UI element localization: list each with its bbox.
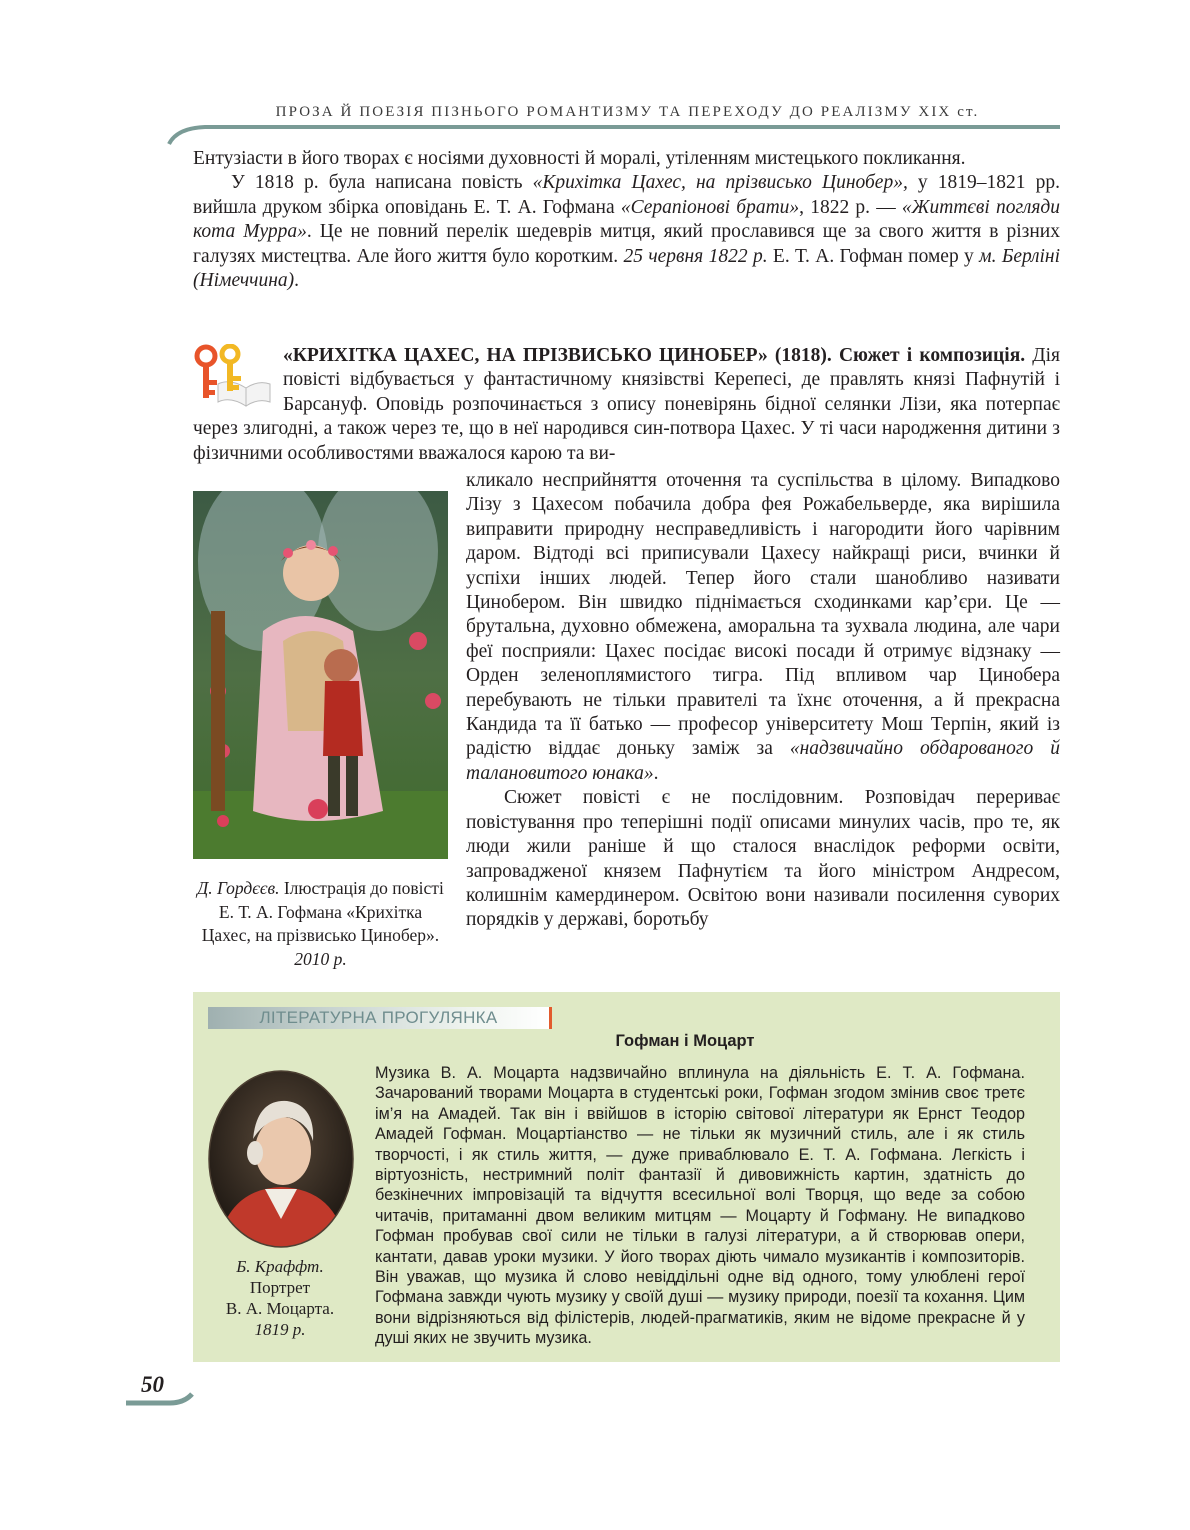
intro-paragraph-1: Ентузіасти в його творах є носіями духовності й моралі, утіленням мистецького покликання. <box>193 148 966 169</box>
intro-paragraph-2: У 1818 р. була написана повість «Крихітка Цахес, на прізвисько Цинобер», у 1819–1821 рр. вийшла друком збірка оповідань Е. Т. А. Гофмана «Серапіонові брати», 1822 р. — «Життєві погляди кота Мурра». Це не повний перелік шедеврів митця, який прославився ще за свого життя в різних галузях мистецтва. Але його життя було коротким. 25 червня 1822 р. Е. Т. А. Гофман помер у м. Берліні (Німеччина). <box>193 172 1061 292</box>
mozart-portrait <box>207 1069 355 1249</box>
label-accent-bar <box>549 1007 552 1029</box>
box-text <box>375 1063 1025 1349</box>
intro-text <box>193 147 1060 293</box>
running-head: ПРОЗА Й ПОЕЗІЯ ПІЗНЬОГО РОМАНТИЗМУ ТА ПЕРЕХОДУ ДО РЕАЛІЗМУ XIX ст. <box>275 104 980 120</box>
illustration-fairy-zaches <box>193 491 448 859</box>
literary-walk-label: ЛІТЕРАТУРНА ПРОГУЛЯНКА <box>208 1007 549 1029</box>
box-paragraph: Музика В. А. Моцарта надзвичайно вплинула на діяльність Е. Т. А. Гофмана. Зачарований творами Моцарта в студентські роки, Гофман згодом змінив своє третє ім’я на Амадей. Так він і ввійшов в історію світової літератури як Ернст Теодор Амадей Гофман. Моцартіанство — не тільки як музичний стиль, але і як стиль творчості, і як стиль життя, — дуже приваблювало Е. Т. А. Гофмана. Легкість і віртуозність, нестримний політ фантазії й дивовижність картин, здатність до безкінечних імпровізацій та відчуття всесильної волі Творця, що веде за собою читачів, притаманні двом великим митцям — Моцарту й Гофману. Не випадково Гофман пробував свої сили не тільки в галузі літератури, а й створював опери, кантати, давав уроки музики. У його творах діють чимало музикантів і композиторів. Він уважав, що музика й слово невіддільні одне від одного, тому улюблені герої Гофмана завжди чують музику у своїй душі — музику природи, поезії та кохання. Цим вони відрізняються від філістерів, людей-прагматиків, яким не відоме прекрасне й у душі яких не звучить музика. <box>375 1064 1025 1348</box>
portrait-caption: Б. Краффт. Портрет В. А. Моцарта. 1819 р. <box>225 1257 335 1339</box>
section-column-text <box>466 469 1060 933</box>
section-subheading: Сюжет і композиція. <box>838 345 1026 366</box>
column-paragraph-2: Сюжет повісті є не послідовним. Розповідач перериває повістування про теперішні події описами минулих часів, про те, як люди жили раніше й що сталося внаслідок реформи освіти, запровадженої князем Пафнутієм та його міністром Андресом, колишнім камердинером. Освітою вони називали посилення суворих порядків у державі, боротьбу <box>466 787 1060 931</box>
header-rule <box>165 124 1065 146</box>
page-number: 50 <box>141 1372 164 1397</box>
illustration-caption: Д. Гордєєв. Ілюстрація до повісті Е. Т. А. Гофмана «Крихітка Цахес, на прізвисько Цинобер». 2010 р. <box>197 878 444 969</box>
box-title: Гофман і Моцарт <box>615 1032 755 1050</box>
section-heading: «КРИХІТКА ЦАХЕС, НА ПРІЗВИСЬКО ЦИНОБЕР» (1818). <box>283 345 839 366</box>
footer-rule <box>126 1392 196 1410</box>
column-paragraph-1: кликало несприйняття оточення та суспільства в цілому. Випадково Лізу з Цахесом побачила добра фея Рожабельверде, яка вирішила виправити природну несправедливість і нагородити його чарівним даром. Відтоді всі приписували Цахесу найкращі риси, вчинки й успіхи інших людей. Тепер його стали шанобливо називати Цинобером. Він швидко піднімається сходинками кар’єри. Це — брутальна, духовно обмежена, аморальна та зухвала людина, але чари феї посприяли: Цахес посідає високі посади й отримує відзнаку — Орден зеленоплямистого тигра. Під впливом чар Цинобера перебувають не тільки правителі та їхнє оточення, а й прекрасна Кандида та її батько — професор університету Мош Терпін, який із радістю віддає доньку заміж за «надзвичайно обдарованого й талановитого юнака». <box>466 470 1060 784</box>
section-intro: «КРИХІТКА ЦАХЕС, НА ПРІЗВИСЬКО ЦИНОБЕР» (1818). Сюжет і композиція. Дія повісті відбувається у фантастичному князівстві Керепесі, де правлять князі Пафнутій і Барсануф. Оповідь розпочинається з опису поневірянь бідної селянки Лізи, яка потерпає через злигодні, а також через те, що в неї народився син-потвора Цахес. У ті часи народження дитини з фізичними особливостями вважалося карою та ви- <box>193 345 1060 464</box>
